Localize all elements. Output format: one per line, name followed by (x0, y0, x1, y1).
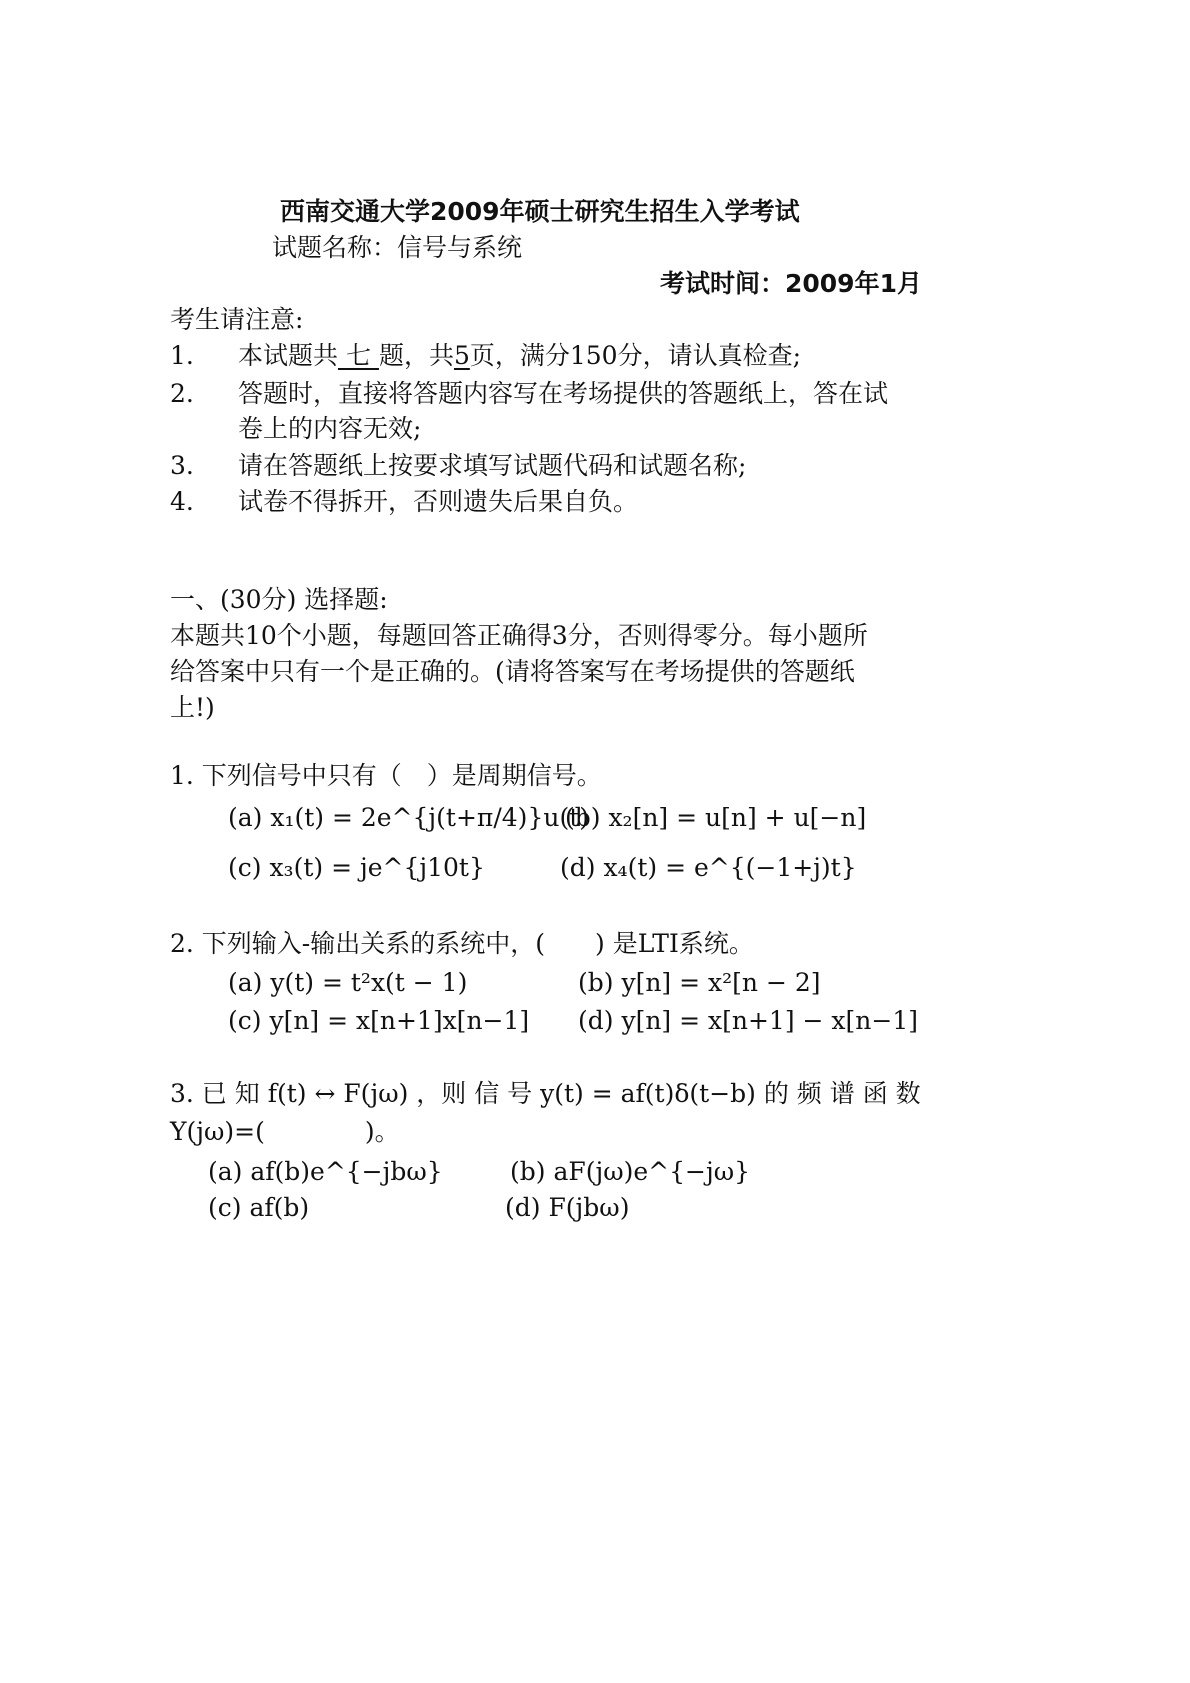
question-1-option-c: (c) x₃(t) = je^{j10t} (228, 853, 485, 882)
question-3-stem: 3. 已 知 f(t) ↔ F(jω) ，则 信 号 y(t) = af(t)δ(t−b) 的 频 谱 函 数 (170, 1079, 921, 1108)
question-3-option-c: (c) af(b) (208, 1193, 310, 1222)
question-1-stem: 1. 下列信号中只有（ ）是周期信号。 (170, 761, 602, 790)
exam-title: 西南交通大学2009年硕士研究生招生入学考试 (280, 197, 800, 226)
exam-time: 考试时间：2009年1月 (660, 269, 922, 298)
question-2-option-b: (b) y[n] = x²[n − 2] (578, 968, 821, 997)
question-2-option-c: (c) y[n] = x[n+1]x[n−1] (228, 1006, 530, 1035)
section-heading: 一、(30分) 选择题: (170, 585, 388, 614)
section-desc: 给答案中只有一个是正确的。(请将答案写在考场提供的答题纸 (170, 657, 855, 686)
notice-item-3: 3. 请在答题纸上按要求填写试题代码和试题名称; (170, 451, 747, 480)
notice-item-2: 2. 答题时，直接将答题内容写在考场提供的答题纸上，答在试 (170, 379, 889, 408)
question-1-option-b: (b) x₂[n] = u[n] + u[−n] (565, 803, 867, 832)
question-3-option-b: (b) aF(jω)e^{−jω} (510, 1157, 750, 1186)
notice-heading: 考生请注意: (170, 305, 304, 334)
question-3-stem-cont: Y(jω)=( )。 (170, 1117, 400, 1146)
question-3-option-d: (d) F(jbω) (505, 1193, 630, 1222)
section-desc: 上!) (170, 693, 215, 722)
notice-item-1: 1. 本试题共 七 题，共5页，满分150分，请认真检查; (170, 341, 802, 370)
question-1-option-d: (d) x₄(t) = e^{(−1+j)t} (560, 853, 857, 882)
exam-subject: 试题名称：信号与系统 (272, 233, 523, 262)
question-3-option-a: (a) af(b)e^{−jbω} (208, 1157, 443, 1186)
section-desc: 本题共10个小题，每题回答正确得3分，否则得零分。每小题所 (170, 621, 868, 650)
question-2-option-a: (a) y(t) = t²x(t − 1) (228, 968, 468, 997)
notice-item-2-cont: 卷上的内容无效; (238, 414, 422, 443)
question-1-option-a: (a) x₁(t) = 2e^{j(t+π/4)}u(t) (228, 803, 589, 832)
question-2-stem: 2. 下列输入-输出关系的系统中，( ) 是LTI系统。 (170, 929, 754, 958)
question-2-option-d: (d) y[n] = x[n+1] − x[n−1] (578, 1006, 918, 1035)
notice-item-4: 4. 试卷不得拆开，否则遗失后果自负。 (170, 487, 639, 516)
